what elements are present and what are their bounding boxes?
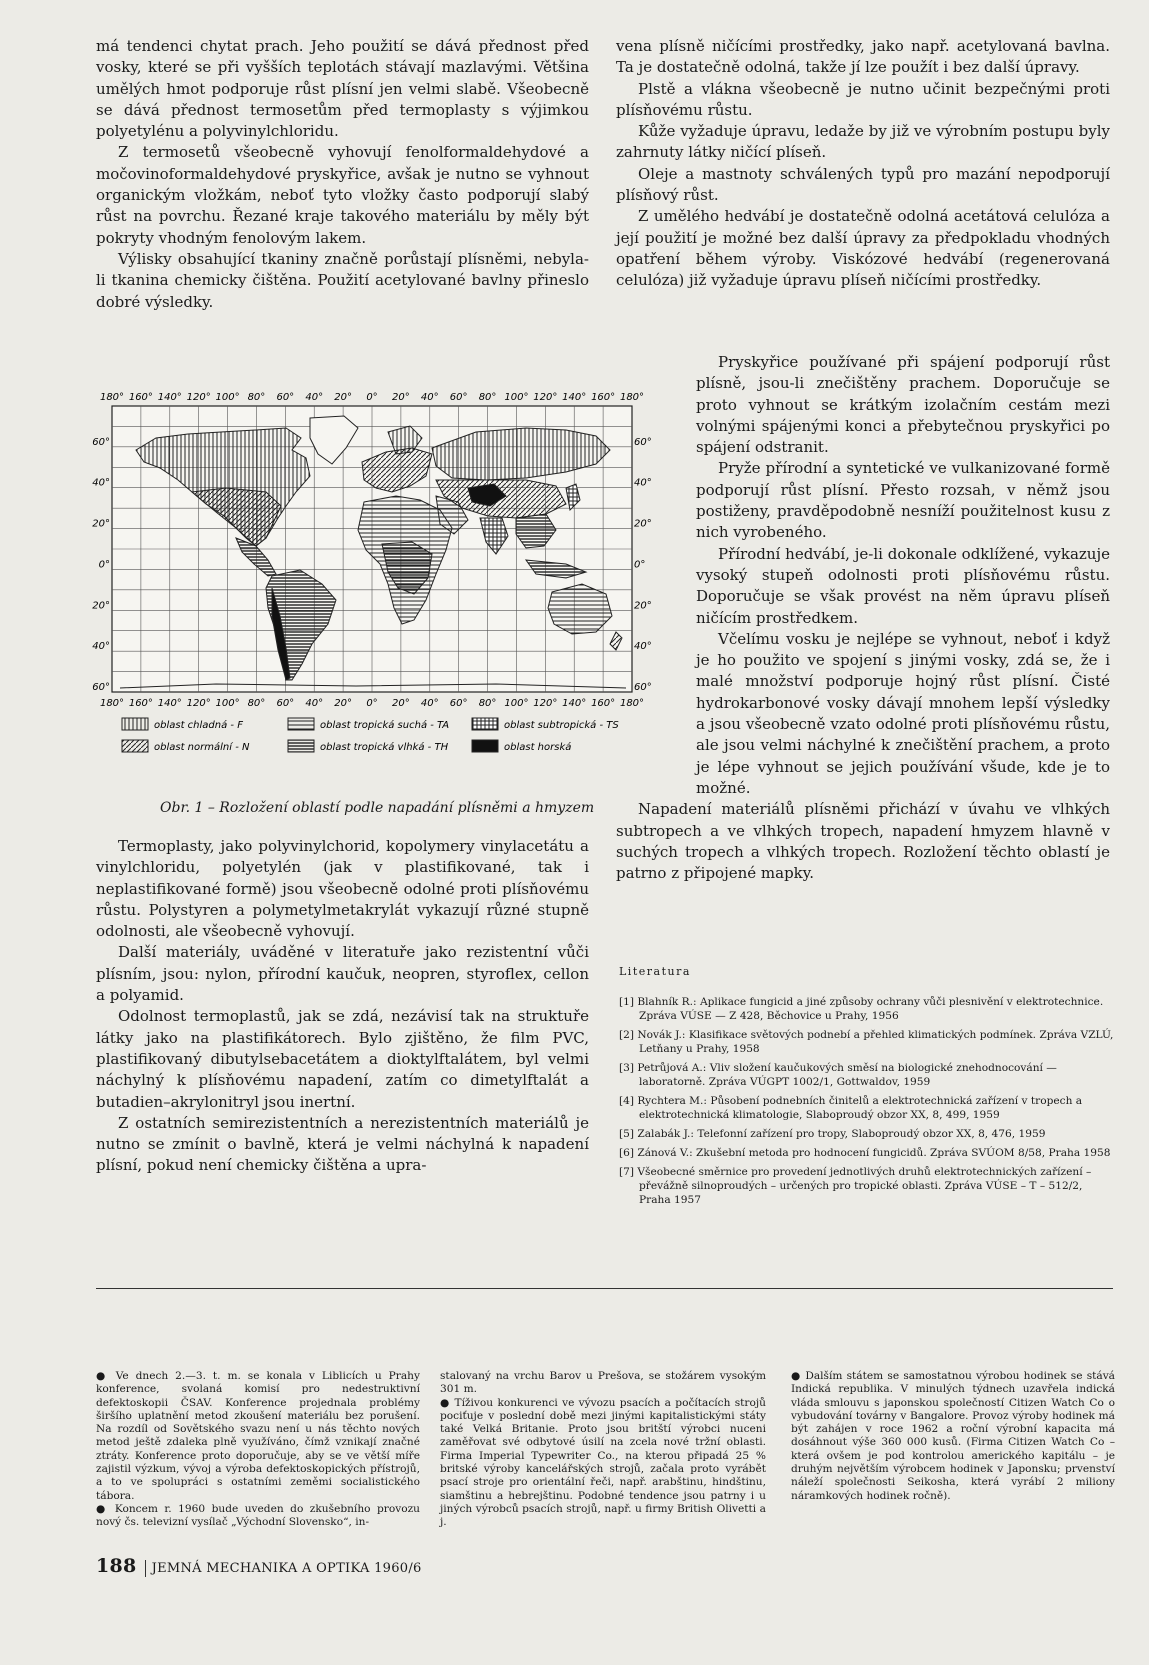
figure-caption: Obr. 1 – Rozložení oblastí podle napadání plísněmi a hmyzem bbox=[160, 800, 595, 816]
longitude-label: 160° bbox=[591, 698, 616, 709]
reference-list bbox=[619, 995, 1114, 1212]
longitude-label: 160° bbox=[128, 392, 153, 403]
longitude-label: 20° bbox=[334, 698, 352, 709]
latitude-label: 60° bbox=[634, 436, 652, 448]
paragraph: Kůže vyžaduje úpravu, ledaže by již ve výrobním postupu byly zahrnuty látky ničící plíseň. bbox=[616, 122, 1110, 162]
column-right-top bbox=[616, 36, 1110, 292]
longitude-label: 40° bbox=[305, 392, 324, 403]
map-legend bbox=[122, 718, 619, 753]
news-item: ● Dalším státem se samostatnou výrobou hodinek se stává Indická republika. V minulých týdnech uzavřela indická vláda smlouvu s japonskou společností Citizen Watch Co o vybudování továrny v Bangalore. Provoz výroby hodinek má být zahájen v roce 1962 a roční výrobní kapacita má dosáhnout výše 360 000 kusů. (Firma Citizen Watch Co – která ovšem je pod kontrolou amerického kapitálu – je druhým největším výrobcem hodinek v Japonsku; prvenství náleží společnosti Seikosha, která vyrábí 2 miliony náramkových hodinek ročně). bbox=[791, 1370, 1115, 1502]
legend-swatch bbox=[122, 740, 148, 752]
reference-item: [5] Zalabák J.: Telefonní zařízení pro tropy, Slaboproudý obzor XX, 8, 476, 1959 bbox=[619, 1128, 1046, 1140]
column-right-middle bbox=[616, 352, 1110, 884]
longitude-labels-bottom bbox=[100, 698, 644, 709]
longitude-label: 140° bbox=[562, 698, 587, 709]
page-number: 188 bbox=[96, 1555, 137, 1577]
longitude-labels-top bbox=[100, 392, 644, 403]
longitude-label: 100° bbox=[504, 392, 529, 403]
latitude-label: 40° bbox=[92, 477, 110, 489]
reference-item: [4] Rychtera M.: Působení podnebních činitelů a elektrotechnická zařízení v tropech a elektrotechnická klimatologie, Slaboproudý obzor XX, 8, 499, 1959 bbox=[619, 1095, 1083, 1121]
longitude-label: 120° bbox=[533, 392, 558, 403]
longitude-label: 80° bbox=[247, 698, 266, 709]
paragraph: Další materiály, uváděné v literatuře jako rezistentní vůči plísním, jsou: nylon, přírodní kaučuk, neopren, styroflex, cellon a polyamid. bbox=[96, 943, 589, 1005]
longitude-label: 60° bbox=[449, 392, 468, 403]
longitude-label: 160° bbox=[128, 698, 153, 709]
longitude-label: 100° bbox=[504, 698, 529, 709]
world-map-figure bbox=[92, 388, 652, 818]
longitude-label: 180° bbox=[619, 698, 645, 709]
longitude-label: 40° bbox=[420, 392, 439, 403]
legend-label: oblast horská bbox=[504, 742, 572, 753]
longitude-label: 100° bbox=[215, 698, 240, 709]
legend-swatch bbox=[122, 718, 148, 730]
literature-heading: Literatura bbox=[619, 965, 691, 978]
latitude-labels-left bbox=[92, 437, 110, 693]
latitude-label: 60° bbox=[92, 682, 110, 693]
reference-item: [2] Novák J.: Klasifikace světových podnebí a přehled klimatických podmínek. Zpráva VZLÚ, Letňany u Prahy, 1958 bbox=[619, 1029, 1114, 1055]
latitude-label: 20° bbox=[92, 600, 110, 612]
latitude-label: 0° bbox=[634, 559, 646, 571]
paragraph: Oleje a mastnoty schválených typů pro mazání nepodporují plísňový růst. bbox=[616, 164, 1110, 205]
reference-item: [3] Petrůjová A.: Vliv složení kaučukových směsí na biologické znehodnocování — laboratorně. Zpráva VÚGPT 1002/1, Gottwaldov, 1959 bbox=[619, 1062, 1057, 1088]
paragraph: Z ostatních semirezistentních a nerezistentních materiálů je nutno se zmínit o bavlně, která je velmi náchylná k napadení plísní, pokud není chemicky čištěna a upra- bbox=[96, 1113, 589, 1175]
paragraph: Přírodní hedvábí, je-li dokonale odklížené, vykazuje vysoký stupeň odolnosti proti plísňovému růstu. Doporučuje se však provést na něm úpravu plíseň ničícím prostředkem. bbox=[696, 544, 1110, 627]
paragraph: Výlisky obsahující tkaniny značně porůstají plísněmi, nebyla-li tkanina chemicky čištěna. Použití acetylované bavlny přineslo dobré výsledky. bbox=[96, 249, 589, 311]
column-left-top bbox=[96, 36, 589, 313]
legend-swatch bbox=[472, 740, 498, 752]
news-item: ● Ve dnech 2.—3. t. m. se konala v Liblicích u Prahy konference, svolaná komisí pro nedestruktivní defektoskopii ČSAV. Konference projednala problémy širšího uplatnění metod zkoušení materiálu bez porušení. Na rozdíl od Sovětského svazu není u nás těchto nových metod ještě zdaleka plně využíváno, čímž vznikají značné ztráty. Konference proto doporučuje, aby se ve větší míře zajistil výzkum, vývoj a výroba defektoskopických přístrojů, a to ve spolupráci s ostatními zeměmi socialistického tábora. bbox=[96, 1370, 420, 1502]
longitude-label: 80° bbox=[478, 392, 497, 403]
reference-item: [6] Zánová V.: Zkušební metoda pro hodnocení fungicidů. Zpráva SVÚOM 8/58, Praha 1958 bbox=[619, 1147, 1111, 1159]
page-footer bbox=[96, 1555, 422, 1577]
latitude-label: 20° bbox=[92, 518, 110, 530]
paragraph: má tendenci chytat prach. Jeho použití se dává přednost před vosky, které se při vyšších teplotách stávají mazlavými. Většina umělých hmot podporuje růst plísní jen velmi slabě. Všeobecně se dává přednost termosetům před termoplasty s výjimkou polyetylénu a polyvinylchloridu. bbox=[96, 37, 589, 141]
latitude-label: 40° bbox=[634, 477, 652, 489]
reference-item: [1] Blahník R.: Aplikace fungicid a jiné způsoby ochrany vůči plesnivění v elektrotechnice. Zpráva VÚSE — Z 428, Běchovice u Prahy, 1956 bbox=[619, 996, 1104, 1022]
legend-label: oblast subtropická - TS bbox=[504, 720, 619, 731]
latitude-label: 60° bbox=[92, 436, 110, 448]
news-column-3 bbox=[791, 1370, 1115, 1503]
legend-swatch bbox=[288, 718, 314, 730]
latitude-label: 40° bbox=[92, 641, 110, 653]
longitude-label: 40° bbox=[420, 698, 439, 709]
longitude-label: 160° bbox=[591, 392, 616, 403]
legend-label: oblast normální - N bbox=[154, 742, 250, 753]
longitude-label: 20° bbox=[392, 392, 410, 403]
legend-label: oblast tropická vlhká - TH bbox=[320, 742, 449, 753]
paragraph: Z umělého hedvábí je dostatečně odolná acetátová celulóza a její použití je možné bez další úpravy za předpokladu vhodných opatření během výroby. Viskózové hedvábí (regenerovaná celulóza) již vyžaduje úpravu plíseň ničícími prostředky. bbox=[616, 207, 1110, 290]
paragraph: Plstě a vlákna všeobecně je nutno učinit bezpečnými proti plísňovému růstu. bbox=[616, 79, 1110, 119]
news-item: ● Tíživou konkurenci ve vývozu psacích a počítacích strojů pociťuje v poslední době mezi jinými kapitalistickými státy také Velká Britanie. Proto jsou britští výrobci nuceni zaměřovat své odbytové úsilí na zcela nové tržní oblasti. Firma Imperial Typewriter Co., na kterou připadá 25 % britské výroby kancelářských strojů, začala proto vyrábět psací stroje pro orientální řeči, např. arabštinu, hindštinu, siamštinu a hebrejštinu. Podobné tendence jsou patrny i u jiných výrobců psacích strojů, např. u firmy British Olivetti a j. bbox=[440, 1396, 766, 1529]
longitude-label: 60° bbox=[276, 392, 295, 403]
longitude-label: 140° bbox=[157, 698, 182, 709]
column-left-bottom bbox=[96, 836, 589, 1177]
longitude-label: 120° bbox=[533, 698, 558, 709]
longitude-label: 180° bbox=[99, 698, 125, 709]
longitude-label: 120° bbox=[186, 392, 211, 403]
footer-divider bbox=[145, 1560, 146, 1577]
paragraph: Z termosetů všeobecně vyhovují fenolformaldehydové a močovinoformaldehydové pryskyřice, avšak je nutno se vyhnout organickým vložkám, neboť tyto vložky často podporují slabý růst na povrchu. Řezané kraje takového materiálu by měly být pokryty vhodným fenolovým lakem. bbox=[96, 143, 589, 247]
longitude-label: 0° bbox=[366, 698, 378, 709]
legend-swatch bbox=[288, 740, 314, 752]
paragraph: Pryže přírodní a syntetické ve vulkanizované formě podporují růst plísní. Přesto rozsah, v němž jsou postiženy, pravděpodobně nesníží použitelnost kusu z nich vyrobeného. bbox=[696, 459, 1110, 542]
latitude-label: 20° bbox=[634, 600, 652, 612]
latitude-label: 40° bbox=[634, 641, 652, 653]
news-item: ● Koncem r. 1960 bude uveden do zkušebního provozu nový čs. televizní vysílač „Východní Slovensko“, in- bbox=[96, 1502, 420, 1529]
longitude-label: 20° bbox=[392, 698, 410, 709]
longitude-label: 40° bbox=[305, 698, 324, 709]
longitude-label: 180° bbox=[99, 392, 125, 403]
longitude-label: 80° bbox=[478, 698, 497, 709]
section-divider bbox=[96, 1288, 1113, 1289]
latitude-label: 20° bbox=[634, 518, 652, 530]
paragraph: Termoplasty, jako polyvinylchorid, kopolymery vinylacetátu a vinylchloridu, polyetylén (jak v plastifikované, tak i neplastifikované formě) jsou všeobecně odolné proti plísňovému růstu. Polystyren a polymetylmetakrylát vykazují různé stupně odolnosti, ale všeobecně vyhovují. bbox=[96, 837, 589, 941]
world-map bbox=[92, 388, 652, 808]
longitude-label: 140° bbox=[562, 392, 587, 403]
legend-swatch bbox=[472, 718, 498, 730]
journal-name: JEMNÁ MECHANIKA A OPTIKA 1960/6 bbox=[151, 1561, 422, 1576]
longitude-label: 60° bbox=[276, 698, 295, 709]
longitude-label: 180° bbox=[619, 392, 645, 403]
news-column-1 bbox=[96, 1370, 420, 1530]
reference-item: [7] Všeobecné směrnice pro provedení jednotlivých druhů elektrotechnických zařízení – převážně silnoproudých – určených pro tropické oblasti. Zpráva VÚSE – T – 512/2, Praha 1957 bbox=[619, 1166, 1092, 1206]
latitude-label: 0° bbox=[98, 559, 110, 571]
paragraph: vena plísně ničícími prostředky, jako např. acetylovaná bavlna. Ta je dostatečně odolná, takže jí lze použít i bez další úpravy. bbox=[616, 37, 1110, 77]
legend-label: oblast chladná - F bbox=[154, 720, 243, 731]
paragraph: Napadení materiálů plísněmi přichází v úvahu ve vlhkých subtropech a ve vlhkých tropech, napadení hmyzem hlavně v suchých tropech a vlhkých tropech. Rozložení těchto oblastí je patrno z připojené mapky. bbox=[616, 800, 1110, 883]
news-item: stalovaný na vrchu Barov u Prešova, se stožárem vysokým 301 m. bbox=[440, 1370, 766, 1396]
longitude-label: 60° bbox=[449, 698, 468, 709]
longitude-label: 20° bbox=[334, 392, 352, 403]
paragraph: Pryskyřice používané při spájení podporují růst plísně, jsou-li znečištěny prachem. Doporučuje se proto vyhnout se krátkým izolačním cestám mezi volnými spájenými konci a přebytečnou pryskyřici po spájení odstranit. bbox=[696, 353, 1110, 457]
paragraph: Včelímu vosku je nejlépe se vyhnout, neboť i když je ho použito ve spojení s jinými vosky, zdá se, že i malé množství podporuje hojný růst plísní. Čisté hydrokarbonové vosky dávají mnohem lepší výsledky a jsou všeobecně vzato odolné proti plísňovému růstu, ale jsou velmi náchylné k znečištění prachem, a proto je lépe vyhnout se jejich používání všude, kde je to možné. bbox=[696, 629, 1110, 797]
paragraph: Odolnost termoplastů, jak se zdá, nezávisí tak na struktuře látky jako na plastifikátorech. Bylo zjištěno, že film PVC, plastifikovaný dibutylsebacetátem a dioktylftalátem, byl velmi náchylný k plísňovému napadení, zatím co dimetylftalát a butadien–akrylonitryl jsou inertní. bbox=[96, 1007, 589, 1111]
longitude-label: 120° bbox=[186, 698, 211, 709]
news-column-2 bbox=[440, 1370, 766, 1530]
legend-label: oblast tropická suchá - TA bbox=[320, 720, 450, 731]
longitude-label: 80° bbox=[247, 392, 266, 403]
latitude-label: 60° bbox=[634, 682, 652, 693]
longitude-label: 100° bbox=[215, 392, 240, 403]
longitude-label: 0° bbox=[366, 392, 378, 403]
longitude-label: 140° bbox=[157, 392, 182, 403]
